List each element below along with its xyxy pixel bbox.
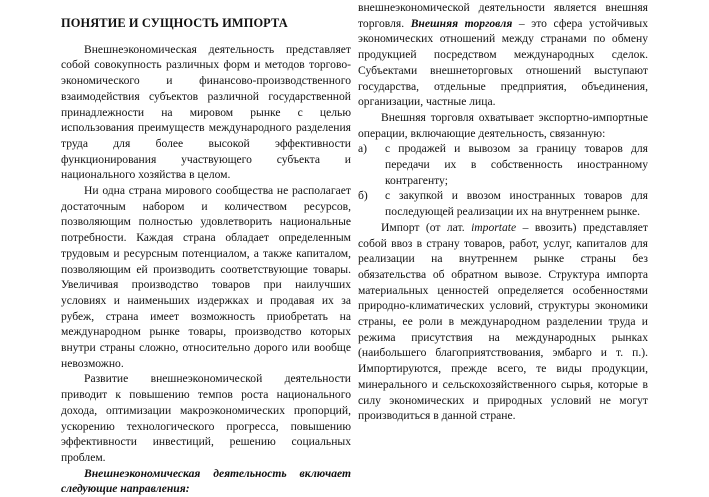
list-item-import [358,188,648,219]
left-column [61,0,351,497]
section-heading: ПОНЯТИЕ И СУЩНОСТЬ ИМПОРТА [61,16,288,30]
foreign-trade-term: Внешняя торговля [410,16,513,30]
paragraph-foreign-trade [358,0,648,110]
list-text-export: с продажей и вывозом за границу товаров для передачи их в собственность иностранному контрагенту; [385,142,648,187]
foreign-trade-definition: – это сфера устойчивых экономических отношений между странами по обмену продукцией посредством международных сделок. Субъектами внешнеторговых отношений выступают государства, отдельные предприятия, объединения, организации, частные лица. [358,16,648,109]
paragraph-operations: Внешняя торговля охватывает экспортно-импортные операции, включающие деятельность, связанную: [358,110,648,140]
import-lead: Импорт (от лат. [381,220,465,234]
latin-term: importate [471,220,517,234]
paragraph-definition: Внешнеэкономическая деятельность представляет собой совокупность различных форм и методов торгово-экономического и финансово-производственного взаимодействия субъектов различной государственной принадлежности на мировом рынке с целью использования преимуществ международного разделения труда для более высокой эффективности функционирования участвующего субъекта и национального хозяйства в целом. [61,42,351,182]
directions-emphasis: Внешнеэкономическая деятельность включает [84,466,351,480]
paragraph-import-definition [358,220,648,424]
import-definition: – ввозить) представляет собой ввоз в страну товаров, работ, услуг, капиталов для реализации на внутреннем рынке страны без обязательства об обратном вывозе. Структура импорта материальных ценностей определяется особенностями природно-климатических условий, структуры экономики страны, ее роли в международном разделении труда и режима присутствия на международных рынках (наибольшего благоприятствования, эмбарго и т. п.). Импортируются, прежде всего, те виды продукции, минерального и сельскохозяйственного сырья, которые в силу экономических и природных условий не могут производиться в данной стране. [358,220,649,423]
list-text-import: с закупкой и ввозом иностранных товаров для последующей реализации их на внутреннем рынке. [385,189,648,219]
list-item-export [358,141,648,188]
paragraph-development: Развитие внешнеэкономической деятельности приводит к повышению темпов роста национального дохода, оптимизации макроэкономических пропорций, ускорению технологического прогресса, повышению эффективности инвестиций, решению социальных проблем. [61,372,351,464]
paragraph-resources: Ни одна страна мирового сообщества не располагает достаточным набором и количеством ресурсов, позволяющим полностью удовлетворить национальные потребности. Каждая страна обладает определенным трудовым и ресурсным потенциалом, а также капиталом, позволяющим ей производить соответствующие товары. Увеличивая производство товаров при наилучших условиях и наименьших издержках и продавая их за рубеж, страна имеет возможность приобретать на международном рынке товары, производство которых внутри страны сложно, относительно дорого или вообще невозможно. [61,184,351,370]
foreign-trade-lead: внешнеэкономической деятельности является внешняя торговля. [358,1,648,30]
list-marker-a: а) [358,142,368,156]
right-column [358,0,648,424]
list-marker-b: б) [358,189,368,203]
paragraph-directions [61,466,351,497]
directions-cut-line: следующие направления: [61,482,190,496]
